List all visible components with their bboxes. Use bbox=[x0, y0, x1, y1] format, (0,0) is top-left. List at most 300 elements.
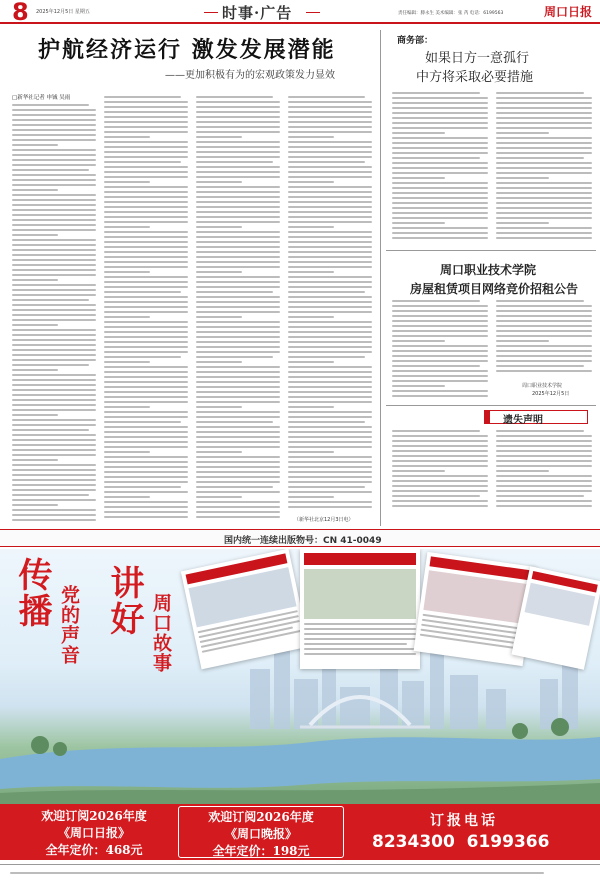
text-line bbox=[104, 341, 188, 343]
text-line bbox=[288, 226, 334, 228]
section-title-rule bbox=[306, 12, 320, 13]
text-line bbox=[496, 320, 592, 322]
postal-code: 国内统一连续出版物号：CN 41-0049 bbox=[224, 536, 382, 546]
text-line bbox=[392, 97, 488, 99]
text-line bbox=[196, 241, 280, 243]
text-line bbox=[392, 460, 488, 462]
text-line bbox=[196, 361, 242, 363]
text-line bbox=[104, 461, 188, 463]
text-line bbox=[288, 256, 372, 258]
text-line bbox=[496, 102, 592, 104]
text-line bbox=[288, 486, 365, 488]
text-line bbox=[496, 445, 592, 447]
text-line bbox=[392, 445, 488, 447]
text-line bbox=[288, 346, 372, 348]
text-line bbox=[196, 426, 280, 428]
text-line bbox=[496, 485, 592, 487]
text-line bbox=[392, 152, 488, 154]
text-line bbox=[196, 116, 280, 118]
text-line bbox=[12, 424, 96, 426]
newspaper-logo: 周口日报 bbox=[544, 5, 593, 19]
text-line bbox=[104, 246, 188, 248]
text-line bbox=[196, 136, 242, 138]
text-line bbox=[196, 316, 242, 318]
text-line bbox=[288, 181, 334, 183]
text-line bbox=[104, 161, 181, 163]
text-line bbox=[12, 204, 96, 206]
text-line bbox=[12, 129, 96, 131]
text-line bbox=[196, 381, 280, 383]
text-line bbox=[288, 241, 372, 243]
text-line bbox=[104, 326, 188, 328]
text-line bbox=[104, 511, 188, 513]
text-line bbox=[392, 207, 488, 209]
text-line bbox=[196, 271, 242, 273]
text-line bbox=[496, 310, 592, 312]
text-line bbox=[288, 186, 372, 188]
text-line bbox=[12, 364, 89, 366]
text-line bbox=[288, 311, 372, 313]
text-line bbox=[392, 217, 488, 219]
text-line bbox=[496, 495, 584, 497]
text-line bbox=[496, 167, 592, 169]
text-line bbox=[12, 104, 89, 106]
text-line bbox=[196, 451, 242, 453]
text-line bbox=[196, 196, 280, 198]
text-line bbox=[496, 330, 592, 332]
text-line bbox=[392, 197, 488, 199]
text-line bbox=[288, 396, 372, 398]
text-line bbox=[196, 341, 280, 343]
text-line bbox=[104, 396, 188, 398]
section-divider bbox=[386, 250, 596, 251]
text-line bbox=[496, 365, 584, 367]
text-line bbox=[196, 436, 280, 438]
text-line bbox=[196, 396, 280, 398]
lost-notice-title: 遗失声明 bbox=[503, 415, 543, 426]
text-line bbox=[392, 470, 445, 472]
text-line bbox=[196, 331, 280, 333]
text-line bbox=[196, 111, 280, 113]
text-line bbox=[288, 126, 372, 128]
text-line bbox=[392, 345, 488, 347]
text-line bbox=[288, 236, 372, 238]
text-line bbox=[196, 121, 280, 123]
text-line bbox=[288, 166, 372, 168]
text-line bbox=[12, 459, 58, 461]
text-line bbox=[288, 481, 372, 483]
text-line bbox=[496, 127, 592, 129]
text-line bbox=[12, 174, 96, 176]
text-line bbox=[196, 141, 280, 143]
subscription-hotline-numbers: 8234300 6199366 bbox=[372, 832, 550, 852]
text-line bbox=[392, 390, 488, 392]
text-line bbox=[104, 446, 188, 448]
text-line bbox=[196, 206, 280, 208]
text-line bbox=[12, 214, 96, 216]
lead-body-col-2 bbox=[104, 96, 188, 524]
text-line bbox=[104, 201, 188, 203]
text-line bbox=[288, 376, 372, 378]
text-line bbox=[12, 269, 96, 271]
text-line bbox=[288, 306, 372, 308]
text-line bbox=[104, 286, 188, 288]
text-line bbox=[104, 196, 188, 198]
side-body-col-2 bbox=[496, 92, 592, 242]
text-line bbox=[104, 176, 188, 178]
text-line bbox=[392, 162, 488, 164]
text-line bbox=[104, 501, 188, 503]
text-line bbox=[12, 199, 96, 201]
text-line bbox=[12, 489, 96, 491]
text-line bbox=[196, 461, 280, 463]
text-line bbox=[12, 299, 89, 301]
text-line bbox=[104, 496, 150, 498]
text-line bbox=[12, 384, 96, 386]
text-line bbox=[12, 309, 96, 311]
text-line bbox=[288, 456, 372, 458]
text-line bbox=[288, 161, 365, 163]
text-line bbox=[496, 300, 584, 302]
text-line bbox=[496, 207, 592, 209]
text-line bbox=[392, 375, 488, 377]
text-line bbox=[104, 366, 188, 368]
text-line bbox=[196, 416, 280, 418]
text-line bbox=[496, 142, 592, 144]
text-line bbox=[496, 350, 592, 352]
text-line bbox=[496, 222, 549, 224]
text-line bbox=[392, 107, 488, 109]
text-line bbox=[392, 320, 488, 322]
subscribe-daily-line-2: 《周口日报》 bbox=[57, 826, 130, 840]
banner-ad bbox=[0, 549, 600, 804]
text-line bbox=[288, 401, 372, 403]
postal-code-bar bbox=[0, 529, 600, 547]
text-line bbox=[12, 479, 96, 481]
text-line bbox=[496, 470, 549, 472]
text-line bbox=[392, 202, 488, 204]
text-line bbox=[392, 465, 488, 467]
text-line bbox=[496, 162, 592, 164]
section-title: 时事·广告 bbox=[222, 4, 293, 22]
announcement-body-col-2 bbox=[496, 300, 592, 376]
text-line bbox=[196, 221, 280, 223]
text-line bbox=[288, 421, 365, 423]
footer-imprint bbox=[10, 872, 590, 875]
text-line bbox=[104, 276, 188, 278]
text-line bbox=[496, 97, 592, 99]
text-line bbox=[12, 389, 96, 391]
text-line bbox=[196, 256, 280, 258]
text-line bbox=[12, 144, 58, 146]
side-headline-line-1: 如果日方一意孤行 bbox=[425, 51, 530, 66]
text-line bbox=[288, 151, 372, 153]
text-line bbox=[196, 281, 280, 283]
text-line bbox=[496, 112, 592, 114]
lead-body-col-4 bbox=[288, 96, 372, 514]
text-line bbox=[288, 446, 372, 448]
text-line bbox=[196, 131, 280, 133]
text-line bbox=[12, 319, 96, 321]
text-line bbox=[392, 340, 445, 342]
text-line bbox=[12, 354, 96, 356]
column-divider bbox=[380, 30, 381, 526]
text-line bbox=[196, 466, 280, 468]
text-line bbox=[496, 500, 592, 502]
text-line bbox=[392, 232, 488, 234]
text-line bbox=[496, 92, 584, 94]
text-line bbox=[12, 289, 96, 291]
text-line bbox=[196, 496, 242, 498]
text-line bbox=[104, 331, 188, 333]
text-line bbox=[12, 454, 96, 456]
text-line bbox=[196, 291, 273, 293]
text-line bbox=[288, 116, 372, 118]
text-line bbox=[196, 101, 280, 103]
text-line bbox=[288, 361, 334, 363]
text-line bbox=[12, 504, 58, 506]
text-line bbox=[196, 301, 280, 303]
text-line bbox=[288, 111, 372, 113]
text-line bbox=[496, 202, 592, 204]
text-line bbox=[104, 306, 188, 308]
subscribe-daily-box bbox=[20, 807, 168, 857]
text-line bbox=[196, 471, 280, 473]
text-line bbox=[12, 224, 96, 226]
text-line bbox=[496, 430, 584, 432]
text-line bbox=[288, 286, 372, 288]
text-line bbox=[392, 112, 488, 114]
text-line bbox=[288, 141, 372, 143]
text-line bbox=[12, 259, 96, 261]
text-line bbox=[392, 360, 488, 362]
text-line bbox=[104, 436, 188, 438]
text-line bbox=[196, 231, 280, 233]
text-line bbox=[496, 345, 592, 347]
text-line bbox=[288, 356, 365, 358]
text-line bbox=[196, 386, 280, 388]
text-line bbox=[104, 256, 188, 258]
text-line bbox=[392, 102, 488, 104]
announcement-headline-line-2: 房屋租赁项目网络竞价招租公告 bbox=[410, 282, 579, 296]
text-line bbox=[104, 116, 188, 118]
text-line bbox=[496, 227, 592, 229]
announcement-date: 2025年12月5日 bbox=[532, 391, 570, 397]
text-line bbox=[392, 182, 488, 184]
subscribe-evening-box bbox=[178, 806, 344, 858]
text-line bbox=[392, 172, 488, 174]
text-line bbox=[392, 455, 488, 457]
text-line bbox=[104, 261, 188, 263]
text-line bbox=[288, 211, 372, 213]
text-line bbox=[104, 371, 188, 373]
text-line bbox=[496, 237, 592, 239]
text-line bbox=[288, 96, 365, 98]
text-line bbox=[392, 142, 488, 144]
text-line bbox=[288, 441, 372, 443]
text-line bbox=[196, 406, 242, 408]
text-line bbox=[288, 336, 372, 338]
text-line bbox=[392, 490, 488, 492]
text-line bbox=[496, 455, 592, 457]
text-line bbox=[104, 271, 150, 273]
text-line bbox=[12, 519, 96, 521]
text-line bbox=[104, 516, 188, 518]
text-line bbox=[104, 376, 188, 378]
text-line bbox=[104, 141, 188, 143]
text-line bbox=[392, 192, 488, 194]
text-line bbox=[12, 184, 96, 186]
editors-info: 责任编辑：滕永生 美术编辑：张 芮 电话：6199563 bbox=[398, 11, 504, 16]
text-line bbox=[392, 495, 480, 497]
text-line bbox=[196, 441, 280, 443]
lead-dateline: （新华社北京12月3日电） bbox=[294, 517, 354, 523]
text-line bbox=[196, 321, 280, 323]
text-line bbox=[288, 291, 365, 293]
text-line bbox=[496, 152, 592, 154]
text-line bbox=[288, 416, 372, 418]
text-line bbox=[12, 279, 58, 281]
text-line bbox=[392, 485, 488, 487]
text-line bbox=[196, 326, 280, 328]
text-line bbox=[288, 476, 372, 478]
text-line bbox=[12, 324, 58, 326]
text-line bbox=[304, 648, 416, 650]
text-line bbox=[496, 370, 592, 372]
text-line bbox=[392, 92, 480, 94]
text-line bbox=[196, 151, 280, 153]
text-line bbox=[104, 241, 188, 243]
text-line bbox=[496, 480, 592, 482]
text-line bbox=[12, 159, 96, 161]
text-line bbox=[288, 466, 372, 468]
text-line bbox=[288, 371, 372, 373]
text-line bbox=[496, 435, 592, 437]
text-line bbox=[196, 376, 280, 378]
subscribe-evening-line-2: 《周口晚报》 bbox=[224, 827, 297, 841]
side-kicker: 商务部： bbox=[397, 36, 434, 46]
text-line bbox=[196, 186, 280, 188]
banner-slogan-left-1: 传播 bbox=[12, 557, 52, 629]
text-line bbox=[288, 246, 372, 248]
text-line bbox=[104, 136, 150, 138]
text-line bbox=[288, 451, 334, 453]
text-line bbox=[196, 216, 280, 218]
text-line bbox=[12, 349, 96, 351]
text-line bbox=[288, 366, 372, 368]
text-line bbox=[392, 305, 488, 307]
text-line bbox=[196, 501, 280, 503]
text-line bbox=[288, 201, 372, 203]
text-line bbox=[496, 340, 549, 342]
text-line bbox=[288, 496, 334, 498]
footer-rule bbox=[0, 864, 600, 865]
text-line bbox=[288, 176, 372, 178]
text-line bbox=[196, 391, 280, 393]
text-line bbox=[496, 450, 592, 452]
text-line bbox=[104, 211, 188, 213]
text-line bbox=[104, 146, 188, 148]
text-line bbox=[496, 147, 592, 149]
text-line bbox=[104, 101, 188, 103]
text-line bbox=[496, 187, 592, 189]
text-line bbox=[12, 264, 96, 266]
text-line bbox=[196, 211, 280, 213]
text-line bbox=[392, 370, 488, 372]
text-line bbox=[392, 385, 445, 387]
text-line bbox=[496, 217, 592, 219]
text-line bbox=[288, 341, 372, 343]
text-line bbox=[392, 500, 488, 502]
text-line bbox=[304, 643, 407, 645]
text-line bbox=[104, 291, 181, 293]
text-line bbox=[196, 106, 280, 108]
text-line bbox=[104, 301, 188, 303]
text-line bbox=[496, 505, 592, 507]
text-line bbox=[288, 411, 372, 413]
text-line bbox=[12, 304, 96, 306]
text-line bbox=[496, 137, 592, 139]
text-line bbox=[196, 491, 280, 493]
text-line bbox=[196, 346, 280, 348]
text-line bbox=[12, 499, 96, 501]
text-line bbox=[104, 466, 188, 468]
text-line bbox=[196, 156, 280, 158]
text-line bbox=[12, 419, 96, 421]
lost-notice-col-2 bbox=[496, 430, 592, 510]
announcement-headline-line-1: 周口职业技术学院 bbox=[440, 263, 537, 277]
page-number: 8 bbox=[12, 0, 29, 26]
text-line bbox=[288, 386, 372, 388]
text-line bbox=[12, 379, 96, 381]
text-line bbox=[288, 216, 372, 218]
text-line bbox=[12, 514, 96, 516]
text-line bbox=[496, 117, 592, 119]
text-line bbox=[496, 197, 592, 199]
text-line bbox=[12, 334, 96, 336]
text-line bbox=[104, 491, 188, 493]
text-line bbox=[392, 355, 488, 357]
text-line bbox=[392, 147, 488, 149]
text-line bbox=[496, 182, 592, 184]
text-line bbox=[196, 181, 242, 183]
text-line bbox=[392, 237, 488, 239]
text-line bbox=[392, 380, 488, 382]
text-line bbox=[12, 294, 96, 296]
text-line bbox=[104, 481, 188, 483]
text-line bbox=[12, 124, 96, 126]
text-line bbox=[196, 296, 280, 298]
text-line bbox=[12, 464, 96, 466]
text-line bbox=[104, 356, 181, 358]
text-line bbox=[196, 176, 280, 178]
text-line bbox=[12, 474, 96, 476]
text-line bbox=[288, 326, 372, 328]
text-line bbox=[196, 226, 242, 228]
text-line bbox=[288, 436, 372, 438]
text-line bbox=[288, 381, 372, 383]
text-line bbox=[392, 395, 488, 397]
text-line bbox=[288, 471, 372, 473]
text-line bbox=[12, 394, 96, 396]
text-line bbox=[496, 325, 592, 327]
announcement-body-col-1 bbox=[392, 300, 488, 400]
text-line bbox=[288, 426, 372, 428]
text-line bbox=[392, 117, 488, 119]
text-line bbox=[496, 360, 592, 362]
text-line bbox=[496, 305, 592, 307]
text-line bbox=[104, 226, 150, 228]
